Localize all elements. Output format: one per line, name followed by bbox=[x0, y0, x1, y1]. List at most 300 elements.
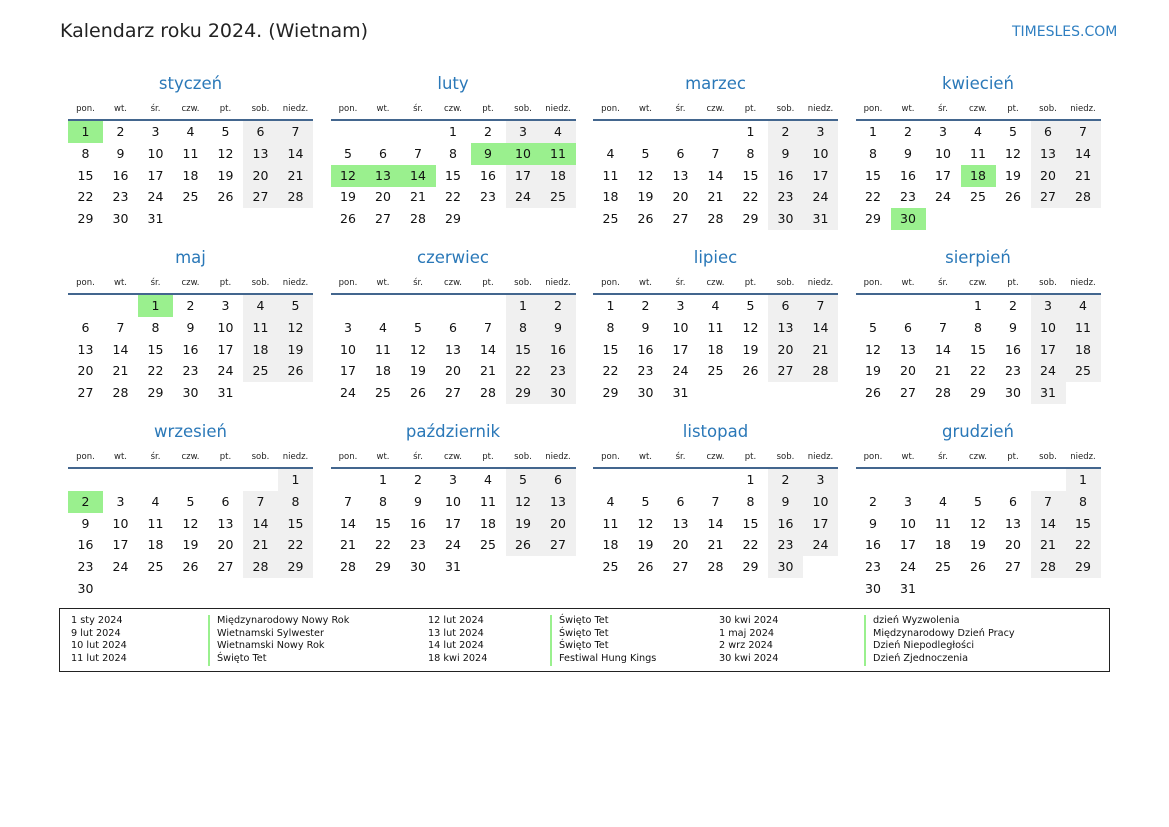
weekday-header: sob. bbox=[514, 452, 532, 462]
day-cell: 2 bbox=[768, 469, 803, 491]
weekday-header: pon. bbox=[601, 452, 620, 462]
weekday-header: sob. bbox=[776, 278, 795, 288]
day-cell: 22 bbox=[602, 363, 619, 379]
day-cell: 19 bbox=[340, 189, 356, 205]
weekday-header: wt. bbox=[901, 452, 915, 462]
day-cell: 19 bbox=[217, 167, 234, 183]
day-cell: 28 bbox=[112, 385, 129, 400]
day-cell: 6 bbox=[221, 493, 230, 509]
day-cell: 22 bbox=[77, 189, 94, 205]
weekday-header: śr. bbox=[150, 278, 161, 288]
weekday-header: śr. bbox=[675, 104, 686, 114]
day-cell: 1 bbox=[606, 298, 615, 313]
page-title: Kalendarz roku 2024. (Wietnam) bbox=[60, 20, 369, 42]
weekday-header: pon. bbox=[338, 452, 358, 462]
legend-date: 2 wrz 2024 bbox=[719, 640, 773, 652]
day-cell: 21 bbox=[112, 363, 129, 379]
day-cell: 10 bbox=[445, 493, 461, 509]
day-cell: 14 bbox=[112, 341, 129, 357]
day-cell: 20 bbox=[243, 165, 278, 187]
day-cell: 7 bbox=[803, 295, 838, 317]
weekday-header: wt. bbox=[901, 278, 915, 288]
day-cell: 10 bbox=[147, 145, 164, 161]
day-cell: 26 bbox=[340, 211, 356, 226]
day-cell: 22 bbox=[865, 189, 881, 205]
weekday-header: czw. bbox=[968, 104, 987, 114]
day-cell: 11 bbox=[182, 145, 199, 161]
month-name: styczeń bbox=[158, 74, 223, 93]
day-cell: 9 bbox=[81, 515, 90, 531]
day-cell: 5 bbox=[221, 124, 230, 139]
day-cell: 5 bbox=[746, 298, 755, 313]
weekday-header: pt. bbox=[1007, 452, 1019, 462]
weekday-header: pt. bbox=[482, 278, 494, 288]
day-cell: 7 bbox=[344, 493, 352, 509]
day-cell: 10 bbox=[112, 515, 129, 531]
day-cell: 9 bbox=[641, 319, 650, 335]
day-cell: 4 bbox=[484, 472, 492, 487]
day-cell: 20 bbox=[217, 537, 234, 553]
day-cell: 17 bbox=[1031, 339, 1066, 361]
day-cell: 17 bbox=[672, 341, 689, 357]
weekday-header: czw. bbox=[706, 104, 725, 114]
day-cell: 14 bbox=[707, 515, 724, 531]
day-cell: 17 bbox=[340, 363, 356, 379]
day-cell: 23 bbox=[900, 189, 916, 205]
weekday-header: sob. bbox=[1039, 104, 1057, 114]
day-cell: 11 bbox=[935, 515, 951, 531]
weekday-header: sob. bbox=[251, 104, 270, 114]
day-cell: 13 bbox=[445, 341, 461, 357]
day-cell: 16 bbox=[865, 537, 881, 553]
day-cell: 20 bbox=[77, 363, 94, 379]
day-cell: 13 bbox=[672, 167, 689, 183]
month-name: lipiec bbox=[693, 248, 738, 267]
weekday-header: pon. bbox=[76, 104, 95, 114]
weekday-header: pon. bbox=[601, 104, 620, 114]
day-cell: 12 bbox=[1005, 145, 1021, 161]
weekday-header: niedz. bbox=[1070, 278, 1096, 288]
day-cell: 12 bbox=[410, 341, 426, 357]
day-cell: 26 bbox=[182, 559, 199, 574]
day-cell: 29 bbox=[147, 385, 164, 400]
legend-holiday-name: Święto Tet bbox=[550, 628, 656, 641]
day-cell: 30 bbox=[112, 211, 129, 226]
weekday-header: wt. bbox=[376, 278, 390, 288]
day-cell: 28 bbox=[1066, 186, 1101, 208]
day-cell: 24 bbox=[803, 186, 838, 208]
weekday-header: sob. bbox=[1039, 452, 1057, 462]
holiday-day-cell: 18 bbox=[961, 165, 996, 187]
weekday-header: czw. bbox=[443, 452, 462, 462]
day-cell: 13 bbox=[217, 515, 234, 531]
day-cell: 16 bbox=[900, 167, 916, 183]
day-cell: 3 bbox=[803, 469, 838, 491]
day-cell: 17 bbox=[112, 537, 129, 553]
weekday-header: pt. bbox=[482, 452, 494, 462]
legend-holiday-name: Dzień Zjednoczenia bbox=[864, 653, 1015, 666]
weekday-header: śr. bbox=[150, 104, 161, 114]
day-cell: 27 bbox=[445, 385, 461, 400]
day-cell: 20 bbox=[768, 339, 803, 361]
legend-date: 18 kwi 2024 bbox=[428, 653, 488, 665]
day-cell: 31 bbox=[672, 385, 689, 400]
day-cell: 9 bbox=[768, 143, 803, 165]
day-cell: 31 bbox=[147, 211, 164, 226]
day-cell: 6 bbox=[243, 121, 278, 143]
day-cell: 4 bbox=[186, 124, 195, 139]
day-cell: 17 bbox=[900, 537, 916, 553]
day-cell: 24 bbox=[112, 559, 129, 574]
day-cell: 7 bbox=[243, 491, 278, 513]
weekday-header: wt. bbox=[376, 104, 390, 114]
day-cell: 5 bbox=[974, 493, 982, 509]
day-cell: 15 bbox=[278, 513, 313, 535]
day-cell: 8 bbox=[151, 319, 160, 335]
day-cell: 26 bbox=[278, 360, 313, 382]
day-cell: 3 bbox=[939, 124, 947, 139]
day-cell: 15 bbox=[970, 341, 986, 357]
day-cell: 11 bbox=[480, 493, 496, 509]
month-name: marzec bbox=[685, 74, 746, 93]
day-cell: 25 bbox=[602, 211, 619, 226]
day-cell: 25 bbox=[1066, 360, 1101, 382]
day-cell: 6 bbox=[1031, 121, 1066, 143]
legend-date: 11 lut 2024 bbox=[71, 653, 127, 665]
day-cell: 24 bbox=[506, 186, 541, 208]
legend-names-column bbox=[864, 615, 1015, 666]
weekday-header: pt. bbox=[1007, 278, 1019, 288]
day-cell: 2 bbox=[186, 298, 195, 313]
day-cell: 2 bbox=[869, 493, 877, 509]
day-cell: 11 bbox=[602, 167, 619, 183]
day-cell: 10 bbox=[803, 143, 838, 165]
legend-holiday-name: Dzień Niepodległości bbox=[864, 640, 1015, 653]
weekday-header: czw. bbox=[181, 452, 200, 462]
day-cell: 14 bbox=[340, 515, 356, 531]
day-cell: 3 bbox=[676, 298, 685, 313]
day-cell: 2 bbox=[484, 124, 492, 139]
day-cell: 27 bbox=[243, 186, 278, 208]
legend-dates-column bbox=[428, 615, 487, 666]
weekday-header: pt. bbox=[219, 104, 232, 114]
weekday-header: niedz. bbox=[545, 452, 571, 462]
day-cell: 16 bbox=[182, 341, 199, 357]
day-cell: 13 bbox=[1005, 515, 1021, 531]
weekday-header: pt. bbox=[744, 452, 757, 462]
day-cell: 18 bbox=[182, 167, 199, 183]
day-cell: 8 bbox=[869, 145, 877, 161]
day-cell: 14 bbox=[243, 513, 278, 535]
day-cell: 6 bbox=[379, 145, 387, 161]
day-cell: 7 bbox=[116, 319, 125, 335]
day-cell: 16 bbox=[480, 167, 496, 183]
day-cell: 24 bbox=[445, 537, 461, 553]
month-name: wrzesień bbox=[154, 422, 227, 441]
day-cell: 17 bbox=[506, 165, 541, 187]
weekday-header: niedz. bbox=[545, 278, 571, 288]
day-cell: 24 bbox=[217, 363, 234, 379]
day-cell: 8 bbox=[746, 493, 755, 509]
day-cell: 23 bbox=[768, 186, 803, 208]
weekday-header: sob. bbox=[251, 452, 270, 462]
day-cell: 9 bbox=[116, 145, 125, 161]
day-cell: 30 bbox=[77, 580, 94, 596]
legend-date: 9 lut 2024 bbox=[71, 627, 121, 639]
day-cell: 17 bbox=[803, 513, 838, 535]
day-cell: 21 bbox=[410, 189, 426, 205]
day-cell: 22 bbox=[742, 189, 759, 205]
day-cell: 28 bbox=[935, 385, 951, 400]
day-cell: 9 bbox=[904, 145, 912, 161]
day-cell: 4 bbox=[939, 493, 947, 509]
weekday-header: pt. bbox=[744, 278, 757, 288]
brand-link[interactable]: TIMESLES.COM bbox=[1012, 24, 1118, 40]
day-cell: 19 bbox=[742, 341, 759, 357]
day-cell: 28 bbox=[340, 559, 356, 574]
weekday-header: pon. bbox=[76, 278, 95, 288]
day-cell: 3 bbox=[344, 319, 352, 335]
day-cell: 30 bbox=[768, 556, 803, 578]
day-cell: 29 bbox=[278, 556, 313, 578]
day-cell: 11 bbox=[147, 515, 164, 531]
day-cell: 16 bbox=[77, 537, 94, 553]
weekday-header: wt. bbox=[901, 104, 915, 114]
weekday-header: pt. bbox=[744, 104, 757, 114]
day-cell: 16 bbox=[541, 339, 576, 361]
weekday-header: czw. bbox=[706, 452, 725, 462]
day-cell: 28 bbox=[243, 556, 278, 578]
weekday-header: sob. bbox=[251, 278, 270, 288]
day-cell: 26 bbox=[217, 189, 234, 205]
day-cell: 7 bbox=[484, 319, 492, 335]
day-cell: 3 bbox=[803, 121, 838, 143]
legend-holiday-name: dzień Wyzwolenia bbox=[864, 615, 1015, 628]
weekday-header: wt. bbox=[376, 452, 390, 462]
day-cell: 21 bbox=[1031, 534, 1066, 556]
day-cell: 21 bbox=[480, 363, 496, 379]
day-cell: 15 bbox=[602, 341, 619, 357]
day-cell: 29 bbox=[1066, 556, 1101, 578]
weekday-header: pt. bbox=[1007, 104, 1019, 114]
day-cell: 25 bbox=[147, 559, 164, 574]
day-cell: 19 bbox=[637, 537, 654, 553]
legend-date: 1 sty 2024 bbox=[71, 615, 123, 626]
day-cell: 4 bbox=[606, 493, 615, 509]
day-cell: 30 bbox=[541, 382, 576, 404]
weekday-header: wt. bbox=[114, 104, 127, 114]
day-cell: 4 bbox=[151, 493, 160, 509]
holiday-day-cell: 11 bbox=[541, 143, 576, 165]
weekday-header: śr. bbox=[413, 104, 423, 114]
holiday-day-cell: 10 bbox=[506, 143, 541, 165]
day-cell: 24 bbox=[935, 189, 951, 205]
day-cell: 18 bbox=[707, 341, 724, 357]
day-cell: 16 bbox=[112, 167, 129, 183]
day-cell: 25 bbox=[541, 186, 576, 208]
weekday-header: pon. bbox=[338, 104, 358, 114]
day-cell: 29 bbox=[77, 211, 94, 226]
day-cell: 8 bbox=[81, 145, 90, 161]
day-cell: 10 bbox=[672, 319, 689, 335]
holiday-day-cell: 9 bbox=[471, 143, 506, 165]
day-cell: 23 bbox=[768, 534, 803, 556]
month-name: maj bbox=[175, 248, 206, 267]
day-cell: 22 bbox=[742, 537, 759, 553]
holiday-day-cell: 14 bbox=[401, 165, 436, 187]
weekday-header: niedz. bbox=[807, 104, 834, 114]
weekday-header: śr. bbox=[675, 278, 686, 288]
weekday-header: niedz. bbox=[282, 104, 309, 114]
day-cell: 8 bbox=[506, 317, 541, 339]
day-cell: 8 bbox=[974, 319, 982, 335]
day-cell: 29 bbox=[506, 382, 541, 404]
day-cell: 22 bbox=[147, 363, 164, 379]
day-cell: 29 bbox=[602, 385, 619, 400]
weekday-header: sob. bbox=[776, 452, 795, 462]
day-cell: 9 bbox=[186, 319, 195, 335]
day-cell: 19 bbox=[410, 363, 426, 379]
day-cell: 8 bbox=[746, 145, 755, 161]
day-cell: 12 bbox=[637, 515, 654, 531]
day-cell: 4 bbox=[974, 124, 982, 139]
day-cell: 24 bbox=[900, 559, 916, 574]
weekday-header: czw. bbox=[181, 104, 200, 114]
day-cell: 12 bbox=[970, 515, 986, 531]
day-cell: 18 bbox=[375, 363, 391, 379]
day-cell: 7 bbox=[939, 319, 947, 335]
day-cell: 17 bbox=[445, 515, 461, 531]
day-cell: 18 bbox=[541, 165, 576, 187]
weekday-header: śr. bbox=[413, 278, 423, 288]
legend-holiday-name: Wietnamski Nowy Rok bbox=[208, 640, 349, 653]
legend-holiday-name: Święto Tet bbox=[550, 615, 656, 628]
day-cell: 27 bbox=[768, 360, 803, 382]
legend-holiday-name: Międzynarodowy Nowy Rok bbox=[208, 615, 349, 628]
day-cell: 30 bbox=[637, 385, 654, 400]
day-cell: 26 bbox=[637, 559, 654, 574]
day-cell: 23 bbox=[1005, 363, 1021, 379]
day-cell: 15 bbox=[375, 515, 391, 531]
day-cell: 13 bbox=[672, 515, 689, 531]
day-cell: 7 bbox=[711, 145, 720, 161]
day-cell: 16 bbox=[768, 513, 803, 535]
day-cell: 31 bbox=[900, 580, 916, 596]
day-cell: 26 bbox=[410, 385, 426, 400]
day-cell: 5 bbox=[414, 319, 422, 335]
day-cell: 25 bbox=[480, 537, 496, 553]
day-cell: 13 bbox=[768, 317, 803, 339]
weekday-header: niedz. bbox=[807, 278, 834, 288]
day-cell: 26 bbox=[970, 559, 986, 574]
day-cell: 25 bbox=[602, 559, 619, 574]
day-cell: 20 bbox=[445, 363, 461, 379]
day-cell: 27 bbox=[672, 211, 689, 226]
day-cell: 13 bbox=[900, 341, 916, 357]
legend-date: 30 kwi 2024 bbox=[719, 615, 779, 626]
day-cell: 9 bbox=[1009, 319, 1017, 335]
day-cell: 19 bbox=[182, 537, 199, 553]
day-cell: 28 bbox=[278, 186, 313, 208]
day-cell: 4 bbox=[379, 319, 387, 335]
day-cell: 12 bbox=[506, 491, 541, 513]
day-cell: 27 bbox=[1005, 559, 1021, 574]
day-cell: 2 bbox=[641, 298, 650, 313]
legend-names-column bbox=[208, 615, 349, 666]
day-cell: 1 bbox=[974, 298, 982, 313]
day-cell: 14 bbox=[1066, 143, 1101, 165]
day-cell: 12 bbox=[217, 145, 234, 161]
day-cell: 22 bbox=[506, 360, 541, 382]
day-cell: 19 bbox=[506, 513, 541, 535]
day-cell: 2 bbox=[904, 124, 912, 139]
day-cell: 7 bbox=[1031, 491, 1066, 513]
day-cell: 20 bbox=[375, 189, 391, 205]
day-cell: 21 bbox=[243, 534, 278, 556]
day-cell: 28 bbox=[480, 385, 496, 400]
day-cell: 23 bbox=[410, 537, 426, 553]
day-cell: 17 bbox=[147, 167, 164, 183]
month-name: luty bbox=[437, 74, 469, 93]
day-cell: 8 bbox=[449, 145, 457, 161]
day-cell: 4 bbox=[243, 295, 278, 317]
weekday-header: wt. bbox=[114, 278, 127, 288]
holiday-legend bbox=[59, 608, 1110, 672]
day-cell: 28 bbox=[410, 211, 426, 226]
day-cell: 25 bbox=[970, 189, 986, 205]
weekday-header: sob. bbox=[1039, 278, 1057, 288]
day-cell: 6 bbox=[768, 295, 803, 317]
day-cell: 13 bbox=[243, 143, 278, 165]
day-cell: 6 bbox=[676, 493, 685, 509]
day-cell: 28 bbox=[803, 360, 838, 382]
month-divider bbox=[68, 467, 313, 469]
day-cell: 2 bbox=[414, 472, 422, 487]
day-cell: 29 bbox=[742, 211, 759, 226]
day-cell: 18 bbox=[147, 537, 164, 553]
day-cell: 19 bbox=[637, 189, 654, 205]
day-cell: 21 bbox=[340, 537, 356, 553]
day-cell: 26 bbox=[865, 385, 881, 400]
day-cell: 10 bbox=[217, 319, 234, 335]
day-cell: 12 bbox=[278, 317, 313, 339]
weekday-header: śr. bbox=[938, 278, 948, 288]
day-cell: 4 bbox=[606, 145, 615, 161]
day-cell: 6 bbox=[676, 145, 685, 161]
day-cell: 11 bbox=[1066, 317, 1101, 339]
day-cell: 3 bbox=[449, 472, 457, 487]
day-cell: 23 bbox=[865, 559, 881, 574]
holiday-day-cell: 13 bbox=[366, 165, 401, 187]
day-cell: 21 bbox=[1066, 165, 1101, 187]
day-cell: 15 bbox=[147, 341, 164, 357]
day-cell: 3 bbox=[506, 121, 541, 143]
day-cell: 15 bbox=[445, 167, 461, 183]
day-cell: 16 bbox=[410, 515, 426, 531]
legend-date: 10 lut 2024 bbox=[71, 640, 127, 652]
day-cell: 29 bbox=[445, 211, 461, 226]
day-cell: 15 bbox=[506, 339, 541, 361]
legend-date: 12 lut 2024 bbox=[428, 615, 484, 626]
day-cell: 12 bbox=[865, 341, 881, 357]
day-cell: 25 bbox=[182, 189, 199, 205]
day-cell: 22 bbox=[1066, 534, 1101, 556]
day-cell: 13 bbox=[541, 491, 576, 513]
day-cell: 12 bbox=[742, 319, 759, 335]
holiday-day-cell: 30 bbox=[891, 208, 926, 230]
day-cell: 15 bbox=[865, 167, 881, 183]
legend-holiday-name: Międzynarodowy Dzień Pracy bbox=[864, 628, 1015, 641]
